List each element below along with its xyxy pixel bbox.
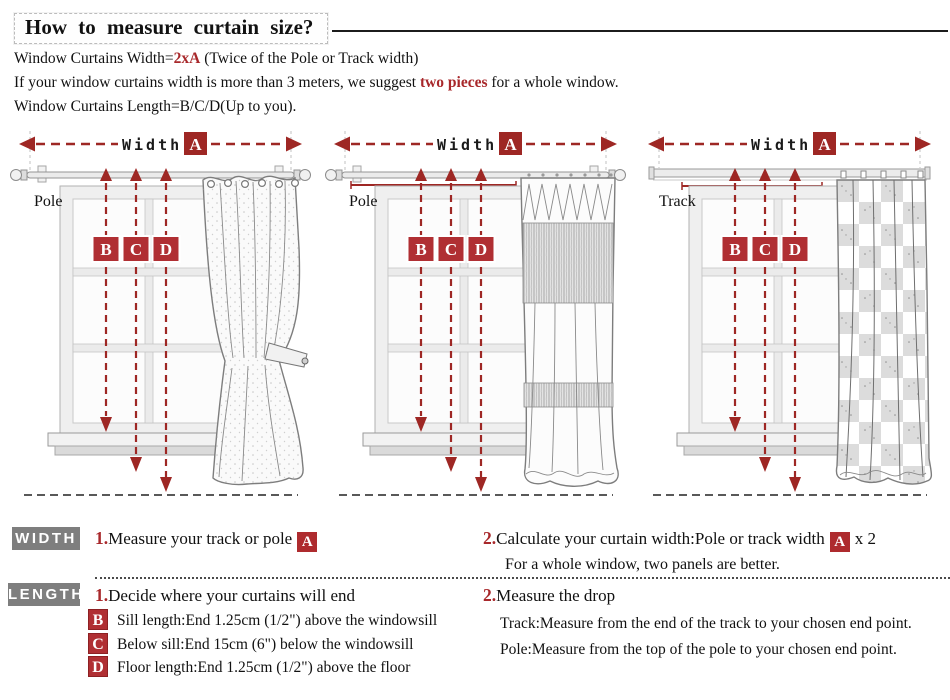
svg-text:B: B bbox=[414, 240, 427, 259]
curtain-checkered bbox=[836, 171, 931, 484]
window-diagram-pole-grommet bbox=[8, 128, 313, 513]
length-options bbox=[88, 609, 437, 680]
width-label: Width bbox=[751, 136, 812, 154]
svg-text:B: B bbox=[100, 240, 112, 259]
arrow-right-icon bbox=[286, 137, 302, 152]
width-section-label: WIDTH bbox=[12, 527, 80, 550]
step-number: 1. bbox=[95, 585, 109, 605]
width-dimension bbox=[19, 131, 302, 170]
curtain-body bbox=[836, 180, 931, 484]
step-number: 2. bbox=[483, 528, 497, 548]
window-diagram-pole-pleated bbox=[323, 128, 628, 513]
letter-d-badge: D bbox=[88, 656, 108, 677]
letter-b-badge: B bbox=[88, 609, 108, 630]
svg-text:B: B bbox=[729, 240, 741, 259]
step-number: 2. bbox=[483, 585, 497, 605]
page-title bbox=[14, 13, 328, 44]
highlight-two-pieces: two pieces bbox=[419, 74, 488, 91]
letter-a-text: A bbox=[503, 135, 517, 154]
mount-label: Pole bbox=[34, 193, 63, 210]
letter-a-badge: A bbox=[297, 532, 317, 552]
tieback-hook bbox=[302, 358, 308, 364]
width-label: Width bbox=[436, 136, 497, 154]
mount-label: Track bbox=[659, 193, 696, 210]
width-dimension bbox=[334, 131, 617, 170]
width-step-2-note: For a whole window, two panels are better. bbox=[505, 556, 780, 573]
svg-text:C: C bbox=[758, 240, 772, 259]
svg-text:D: D bbox=[788, 240, 802, 259]
fabric-band-low bbox=[524, 383, 613, 407]
letter-c-badge: C bbox=[88, 633, 108, 654]
length-step-2: 2.Measure the drop bbox=[483, 585, 616, 605]
section-divider bbox=[95, 577, 950, 579]
list-item: B Sill length:End 1.25cm (1/2") above the windowsill bbox=[88, 609, 437, 633]
svg-text:C: C bbox=[444, 240, 457, 259]
svg-text:C: C bbox=[129, 240, 143, 259]
intro-line-3: Window Curtains Length=B/C/D(Up to you). bbox=[14, 98, 297, 115]
curtain-pleated bbox=[521, 173, 618, 486]
letter-a-text: A bbox=[818, 135, 831, 154]
diagram-row bbox=[0, 128, 950, 513]
width-label: Width bbox=[122, 136, 183, 154]
intro-line-1: Window Curtains Width=2xA (Twice of the Pole or Track width) bbox=[14, 50, 419, 67]
arrow-right-icon bbox=[915, 137, 931, 152]
width-dimension bbox=[648, 131, 931, 168]
fabric-band-top bbox=[523, 223, 613, 303]
curtain-grommet bbox=[203, 176, 308, 484]
width-step-1: 1.Measure your track or pole A bbox=[95, 528, 322, 552]
list-item: C Below sill:End 15cm (6") below the windowsill bbox=[88, 633, 437, 657]
highlight-2xa: 2xA bbox=[173, 50, 201, 67]
letter-a-badge: A bbox=[830, 532, 850, 552]
letter-badges-bcd bbox=[93, 236, 180, 262]
step-number: 1. bbox=[95, 528, 109, 548]
arrow-right-icon bbox=[601, 137, 617, 152]
width-step-2: 2.Calculate your curtain width:Pole or track width A x 2 For a whole window, two panels are better. bbox=[483, 528, 876, 573]
title-rule bbox=[332, 30, 948, 32]
arrow-left-icon bbox=[648, 137, 664, 152]
list-item: D Floor length:End 1.25cm (1/2") above the floor bbox=[88, 656, 437, 680]
pole-note: Pole:Measure from the top of the pole to your chosen end point. bbox=[500, 641, 897, 658]
length-step-1: 1.Decide where your curtains will end bbox=[95, 585, 356, 605]
arrow-left-icon bbox=[334, 137, 350, 152]
window-diagram-track-checkered bbox=[637, 128, 942, 513]
length-section-label: LENGTH bbox=[8, 583, 80, 606]
svg-text:D: D bbox=[159, 240, 173, 259]
letter-badges-bcd bbox=[722, 236, 809, 262]
arrow-left-icon bbox=[19, 137, 35, 152]
track-note: Track:Measure from the end of the track to your chosen end point. bbox=[500, 615, 912, 632]
letter-badges-bcd bbox=[407, 236, 494, 262]
letter-a-text: A bbox=[189, 135, 202, 154]
intro-paragraph bbox=[14, 47, 619, 119]
svg-text:D: D bbox=[474, 240, 487, 259]
intro-line-2: If your window curtains width is more than 3 meters, we suggest two pieces for a whole window. bbox=[14, 74, 619, 91]
page-title-text: How to measure curtain size? bbox=[25, 15, 314, 39]
mount-label: Pole bbox=[348, 193, 377, 210]
length-notes bbox=[500, 611, 912, 663]
